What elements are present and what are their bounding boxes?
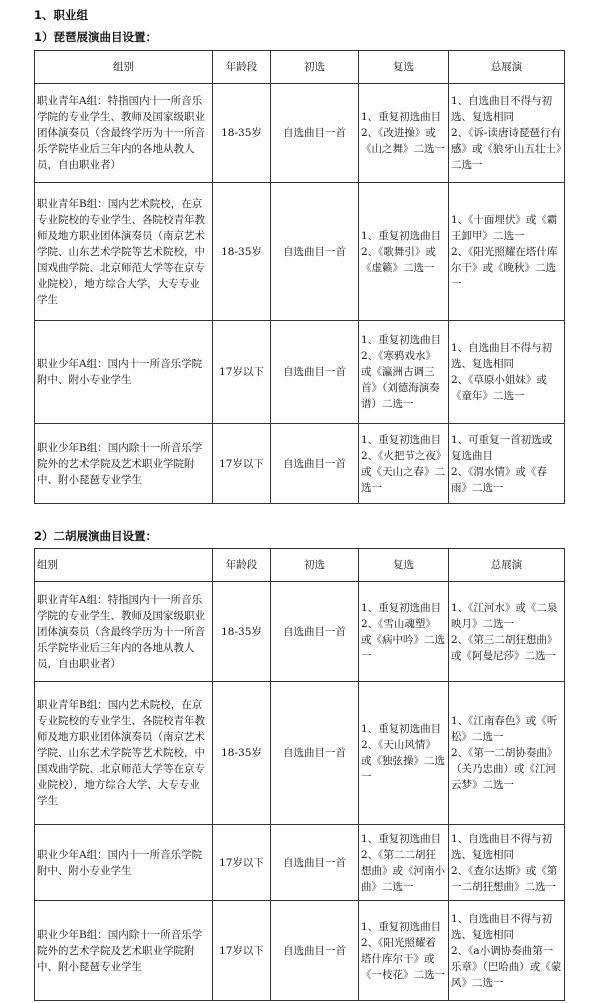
semi-cell: 1、重复初选曲目 2、《天山风情》或《独弦操》二选一 (361, 723, 445, 783)
table-row (35, 825, 565, 901)
table-row (35, 682, 565, 825)
group-cell: 职业少年A组：国内十一所音乐学院附中、附小专业学生 (35, 825, 213, 901)
group-cell: 职业青年A组：特指国内十一所音乐学院的专业学生、教师及国家级职业团体演奏员（含最终学历为十一所音乐学院毕业后三年内的各地从教人员，自由职业者） (35, 582, 213, 682)
prelim-cell: 自选曲目一首 (271, 582, 359, 682)
age-cell: 17岁以下 (213, 825, 271, 901)
semi-cell: 1、重复初选曲目 2、《火把节之夜》或《天山之春》二选一 (361, 433, 445, 494)
table-row (35, 582, 565, 682)
table-header-row (35, 549, 565, 582)
table-row (35, 84, 565, 183)
group-cell: 职业青年A组：特指国内十一所音乐学院的专业学生、教师及国家级职业团体演奏员（含最终学历为十一所音乐学院毕业后三年内的各地从教人员，自由职业者） (35, 84, 213, 183)
header-semi: 复选 (359, 549, 449, 582)
table-header-row (35, 51, 565, 84)
header-age: 年龄段 (213, 51, 271, 84)
prelim-cell: 自选曲目一首 (271, 424, 359, 504)
semi-cell: 1、重复初选曲目 2、《第二二胡狂想曲》或《河南小曲》二选一 (361, 832, 445, 893)
table-row (35, 424, 565, 504)
header-group: 组别 (35, 51, 213, 84)
age-cell: 18-35岁 (213, 183, 271, 321)
group-cell: 职业青年B组：国内艺术院校，在京专业院校的专业学生、各院校青年教师及地方职业团体演奏员（南京艺术学院、山东艺术学院等艺术院校，中国戏曲学院、北京师范大学等在京专业院校），地方综合大学，大专专业学生 (35, 183, 213, 321)
header-prelim: 初选 (271, 549, 359, 582)
age-cell: 18-35岁 (213, 682, 271, 825)
prelim-cell: 自选曲目一首 (271, 825, 359, 901)
header-final: 总展演 (449, 51, 565, 84)
final-cell: 1、《江南春色》或《听松》二选一 2、《第一二胡协奏曲》（关乃忠曲）或《江河云梦》二选一 (451, 715, 558, 791)
table-row (35, 901, 565, 1001)
final-cell: 1、可重复一首初选或复选曲目 2、《渭水情》或《春雨》二选一 (451, 433, 553, 494)
erhu-table-title: 2）二胡展演曲目设置： (34, 529, 158, 543)
header-prelim: 初选 (271, 51, 359, 84)
header-group: 组别 (35, 549, 213, 582)
group-cell: 职业少年A组：国内十一所音乐学院附中、附小专业学生 (35, 321, 213, 424)
age-cell: 18-35岁 (213, 84, 271, 183)
group-cell: 职业少年B组：国内除十一所音乐学院外的艺术学院及艺术职业学院附中、附小琵琶专业学生 (35, 901, 213, 1001)
pipa-table-title: 1）琵琶展演曲目设置： (34, 30, 158, 44)
header-semi: 复选 (359, 51, 449, 84)
table-row (35, 183, 565, 321)
prelim-cell: 自选曲目一首 (271, 682, 359, 825)
age-cell: 17岁以下 (213, 901, 271, 1001)
final-cell: 1、《十面埋伏》或《霸王卸甲》二选一 2、《阳光照耀在塔什库尔干》或《晚秋》二选一 (451, 213, 558, 290)
group-cell: 职业少年B组：国内除十一所音乐学院外的艺术学院及艺术职业学院附中、附小琵琶专业学生 (35, 424, 213, 504)
pipa-repertoire-table (34, 50, 565, 504)
final-cell: 1、《江河水》或《二泉映月》二选一 2、《第三二胡狂想曲》或《阿曼尼莎》二选一 (451, 601, 558, 662)
final-cell: 1、自选曲目不得与初选、复选相同 2、《查尔达斯》或《第一二胡狂想曲》二选一 (451, 832, 558, 893)
final-cell: 1、自选曲目不得与初选、复选相同 2、《草原小姐妹》或《童年》二选一 (451, 342, 553, 402)
age-cell: 18-35岁 (213, 582, 271, 682)
group-cell: 职业青年B组：国内艺术院校，在京专业院校的专业学生、各院校青年教师及地方职业团体演奏员（南京艺术学院、山东艺术学院等艺术院校，中国戏曲学院、北京师范大学等在京专业院校），地方综合大学、大专专业学生 (35, 682, 213, 825)
final-cell: 1、自选曲目不得与初选、复选相同 2、《诉-读唐诗琵琶行有感》或《狼牙山五壮士》二选一 (451, 95, 562, 171)
prelim-cell: 自选曲目一首 (271, 183, 359, 321)
prelim-cell: 自选曲目一首 (271, 84, 359, 183)
semi-cell: 1、重复初选曲目 2、《阳光照耀着塔什库尔干》或《一枝花》二选一 (361, 920, 445, 981)
age-cell: 17岁以下 (213, 321, 271, 424)
semi-cell: 1、重复初选曲目 2、《雪山魂塑》或《病中吟》二选一 (361, 601, 445, 662)
prelim-cell: 自选曲目一首 (271, 321, 359, 424)
header-final: 总展演 (449, 549, 565, 582)
table-row (35, 321, 565, 424)
semi-cell: 1、重复初选曲目 2、《寒鸦戏水》或《瀛洲古调三首》（刘德海演奏谱）二选一 (361, 334, 442, 410)
age-cell: 17岁以下 (213, 424, 271, 504)
semi-cell: 1、重复初选曲目 2、《改进操》或《山之舞》二选一 (361, 111, 445, 155)
semi-cell: 1、重复初选曲目 2、《歌舞引》或《虚籁》二选一 (361, 229, 442, 274)
section-title: 1、职业组 (34, 8, 89, 22)
erhu-repertoire-table (34, 548, 565, 1001)
prelim-cell: 自选曲目一首 (271, 901, 359, 1001)
header-age: 年龄段 (213, 549, 271, 582)
final-cell: 1、自选曲目不得与初选、复选相同 2、《a小调协奏曲第一乐章》（巴哈曲）或《蒙风》二选一 (451, 912, 562, 989)
